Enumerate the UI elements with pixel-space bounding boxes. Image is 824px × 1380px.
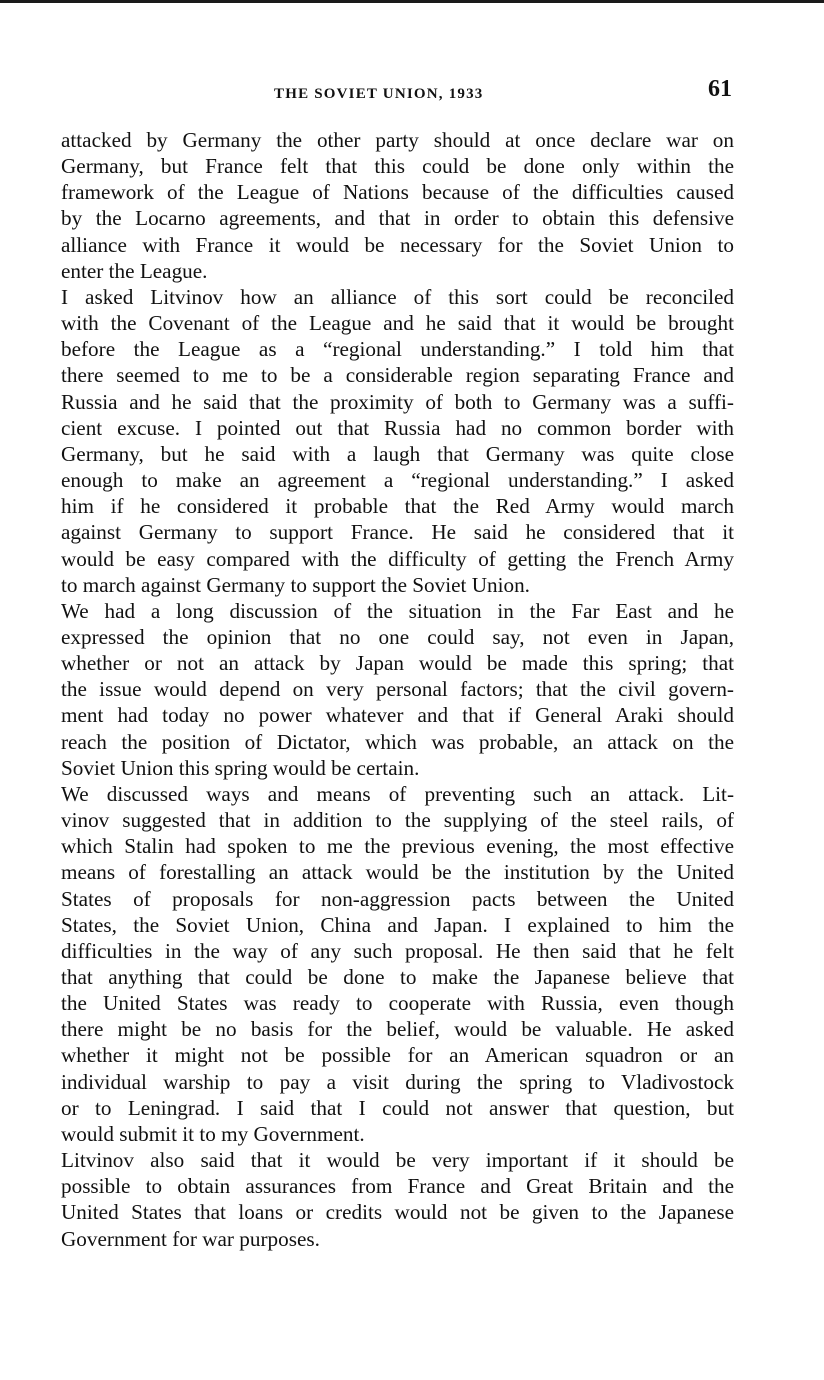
- text-line: Germany, but he said with a laugh that Germany was quite close: [61, 441, 734, 466]
- paragraph-2: [61, 284, 734, 598]
- text-line: would submit it to my Government.: [61, 1121, 365, 1146]
- text-line: which Stalin had spoken to me the previous evening, the most effective: [61, 834, 734, 859]
- text-line: individual warship to pay a visit during the spring to Vladivostock: [61, 1069, 734, 1094]
- text-line: possible to obtain assurances from France and Great Britain and the: [61, 1174, 734, 1199]
- paragraph-4: [61, 781, 734, 1147]
- paragraph-3: [61, 598, 734, 781]
- text-line: there seemed to me to be a considerable region separating France and: [61, 363, 734, 388]
- text-line: to march against Germany to support the Soviet Union.: [61, 572, 530, 597]
- top-rule: [0, 0, 824, 3]
- paragraph-1: [61, 127, 734, 284]
- text-line: enter the League.: [61, 258, 208, 283]
- text-line: Russia and he said that the proximity of both to Germany was a suffi-: [61, 389, 734, 414]
- text-line: Germany, but France felt that this could be done only within the: [61, 154, 734, 179]
- text-line: Litvinov also said that it would be very important if it should be: [61, 1148, 734, 1173]
- text-line: the issue would depend on very personal factors; that the civil govern-: [61, 677, 734, 702]
- text-line: him if he considered it probable that the Red Army would march: [61, 494, 734, 519]
- text-line: We had a long discussion of the situation in the Far East and he: [61, 598, 734, 623]
- running-head: THE SOVIET UNION, 1933: [274, 86, 484, 102]
- text-line: the United States was ready to cooperate with Russia, even though: [61, 991, 734, 1016]
- text-line: by the Locarno agreements, and that in order to obtain this defensive: [61, 206, 734, 231]
- text-line: States of proposals for non-aggression pacts between the United: [61, 886, 734, 911]
- body-text: [61, 127, 734, 1252]
- text-line: I asked Litvinov how an alliance of this sort could be reconciled: [61, 284, 734, 309]
- text-line: reach the position of Dictator, which was probable, an attack on the: [61, 729, 734, 754]
- text-line: whether or not an attack by Japan would be made this spring; that: [61, 651, 734, 676]
- text-line: difficulties in the way of any such proposal. He then said that he felt: [61, 938, 734, 963]
- text-line: United States that loans or credits would not be given to the Japanese: [61, 1200, 734, 1225]
- text-line: expressed the opinion that no one could say, not even in Japan,: [61, 624, 734, 649]
- text-line: whether it might not be possible for an American squadron or an: [61, 1043, 734, 1068]
- text-line: Government for war purposes.: [61, 1226, 320, 1251]
- paragraph-5: [61, 1147, 734, 1252]
- text-line: attacked by Germany the other party should at once declare war on: [61, 128, 734, 152]
- text-line: before the League as a “regional understanding.” I told him that: [61, 337, 734, 362]
- text-line: We discussed ways and means of preventing such an attack. Lit-: [61, 781, 734, 806]
- text-line: framework of the League of Nations because of the difficulties caused: [61, 180, 734, 205]
- page-number: 61: [708, 76, 732, 102]
- text-line: alliance with France it would be necessary for the Soviet Union to: [61, 232, 734, 257]
- text-line: enough to make an agreement a “regional understanding.” I asked: [61, 468, 734, 493]
- text-line: ment had today no power whatever and that if General Araki should: [61, 703, 734, 728]
- text-line: that anything that could be done to make the Japanese believe that: [61, 965, 734, 989]
- text-line: States, the Soviet Union, China and Japan. I explained to him the: [61, 912, 734, 937]
- text-line: with the Covenant of the League and he said that it would be brought: [61, 311, 734, 336]
- text-line: vinov suggested that in addition to the supplying of the steel rails, of: [61, 808, 734, 833]
- text-line: Soviet Union this spring would be certain.: [61, 755, 420, 780]
- text-line: means of forestalling an attack would be the institution by the United: [61, 860, 734, 885]
- text-line: cient excuse. I pointed out that Russia had no common border with: [61, 415, 734, 440]
- text-line: against Germany to support France. He said he considered that it: [61, 520, 734, 545]
- text-line: there might be no basis for the belief, would be valuable. He asked: [61, 1017, 734, 1042]
- text-line: or to Leningrad. I said that I could not answer that question, but: [61, 1095, 734, 1120]
- text-line: would be easy compared with the difficulty of getting the French Army: [61, 546, 734, 571]
